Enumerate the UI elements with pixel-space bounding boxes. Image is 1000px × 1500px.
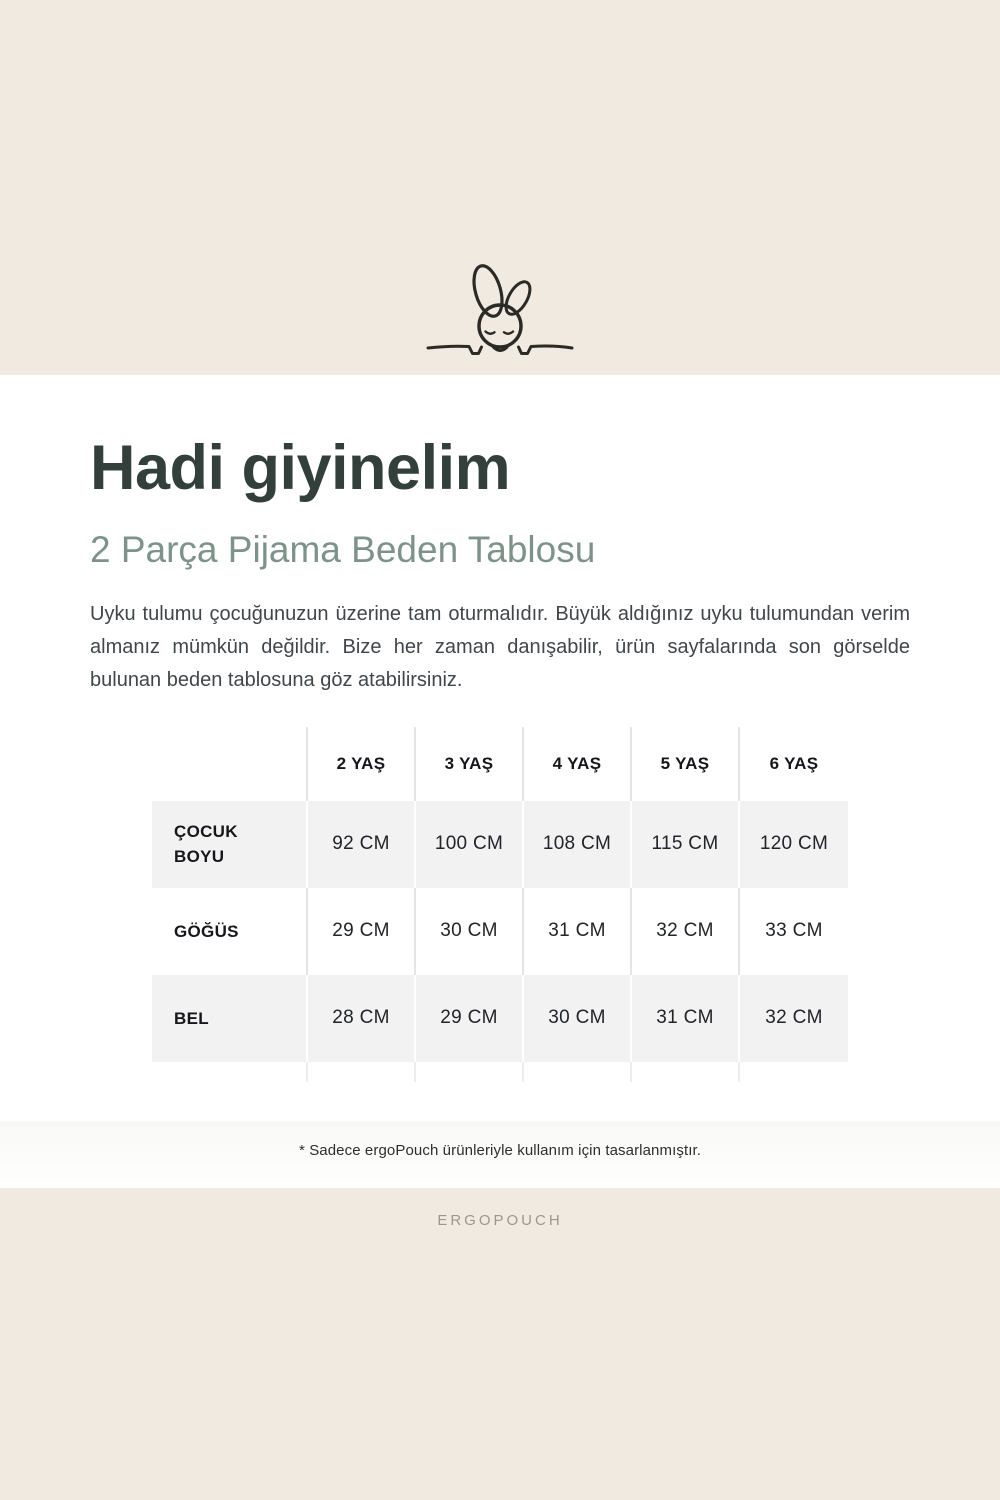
column-header: 4 YAŞ xyxy=(524,727,632,801)
column-header: 3 YAŞ xyxy=(416,727,524,801)
size-value: 31 CM xyxy=(632,975,740,1062)
bunny-right-eye-icon xyxy=(504,332,513,334)
row-label: ÇOCUK BOYU xyxy=(152,801,308,888)
table-row xyxy=(152,801,848,888)
row-label: GÖĞÜS xyxy=(152,888,308,975)
size-value: 30 CM xyxy=(416,888,524,975)
footer-section xyxy=(0,1188,1000,1500)
ergopouch-bunny-logo xyxy=(425,262,575,367)
size-table xyxy=(152,727,848,1082)
table-row xyxy=(152,888,848,975)
strip-cell xyxy=(524,1062,632,1082)
size-value: 31 CM xyxy=(524,888,632,975)
row-label: BEL xyxy=(152,975,308,1062)
footnote-text: * Sadece ergoPouch ürünleriyle kullanım için tasarlanmıştır. xyxy=(298,1141,702,1159)
hero-section xyxy=(0,0,1000,375)
description-text: Uyku tulumu çocuğunuzun üzerine tam oturmalıdır. Büyük aldığınız uyku tulumundan verim almanız mümkün değildir. Bize her zaman danışabilir, ürün sayfalarında son görselde bulunan beden tablosuna göz atabilirsiniz. xyxy=(90,602,910,691)
page-subtitle: 2 Parça Pijama Beden Tablosu xyxy=(90,528,596,570)
strip-cell xyxy=(152,1062,308,1082)
bunny-right-ear-icon xyxy=(501,278,535,318)
footnote-band xyxy=(0,1121,1000,1180)
table-header-row xyxy=(152,727,848,801)
table-row xyxy=(152,975,848,1062)
ledge-line-right-icon xyxy=(519,346,573,354)
column-header: 6 YAŞ xyxy=(769,753,819,773)
size-value: 29 CM xyxy=(416,975,524,1062)
size-value: 32 CM xyxy=(632,888,740,975)
size-value: 115 CM xyxy=(632,801,740,888)
size-value: 33 CM xyxy=(765,920,823,942)
ledge-line-left-icon xyxy=(428,346,482,353)
size-value: 28 CM xyxy=(308,975,416,1062)
strip-cell xyxy=(416,1062,524,1082)
size-value: 29 CM xyxy=(308,888,416,975)
strip-cell xyxy=(740,1062,848,1082)
brand-wordmark: ERGOPOUCH xyxy=(437,1212,563,1229)
bunny-left-ear-icon xyxy=(469,263,507,320)
size-value: 108 CM xyxy=(524,801,632,888)
content-section xyxy=(0,375,1000,1188)
size-value: 120 CM xyxy=(759,833,829,855)
page-title: Hadi giyinelim xyxy=(90,433,511,503)
size-value: 92 CM xyxy=(308,801,416,888)
size-value: 100 CM xyxy=(416,801,524,888)
strip-cell xyxy=(308,1062,416,1082)
strip-cell xyxy=(632,1062,740,1082)
column-header: 2 YAŞ xyxy=(308,727,416,801)
size-value: 30 CM xyxy=(524,975,632,1062)
table-bottom-strip xyxy=(152,1062,848,1082)
column-header: 5 YAŞ xyxy=(632,727,740,801)
table-corner-cell xyxy=(152,727,308,801)
bunny-left-eye-icon xyxy=(486,332,495,334)
size-value: 32 CM xyxy=(765,1007,823,1029)
